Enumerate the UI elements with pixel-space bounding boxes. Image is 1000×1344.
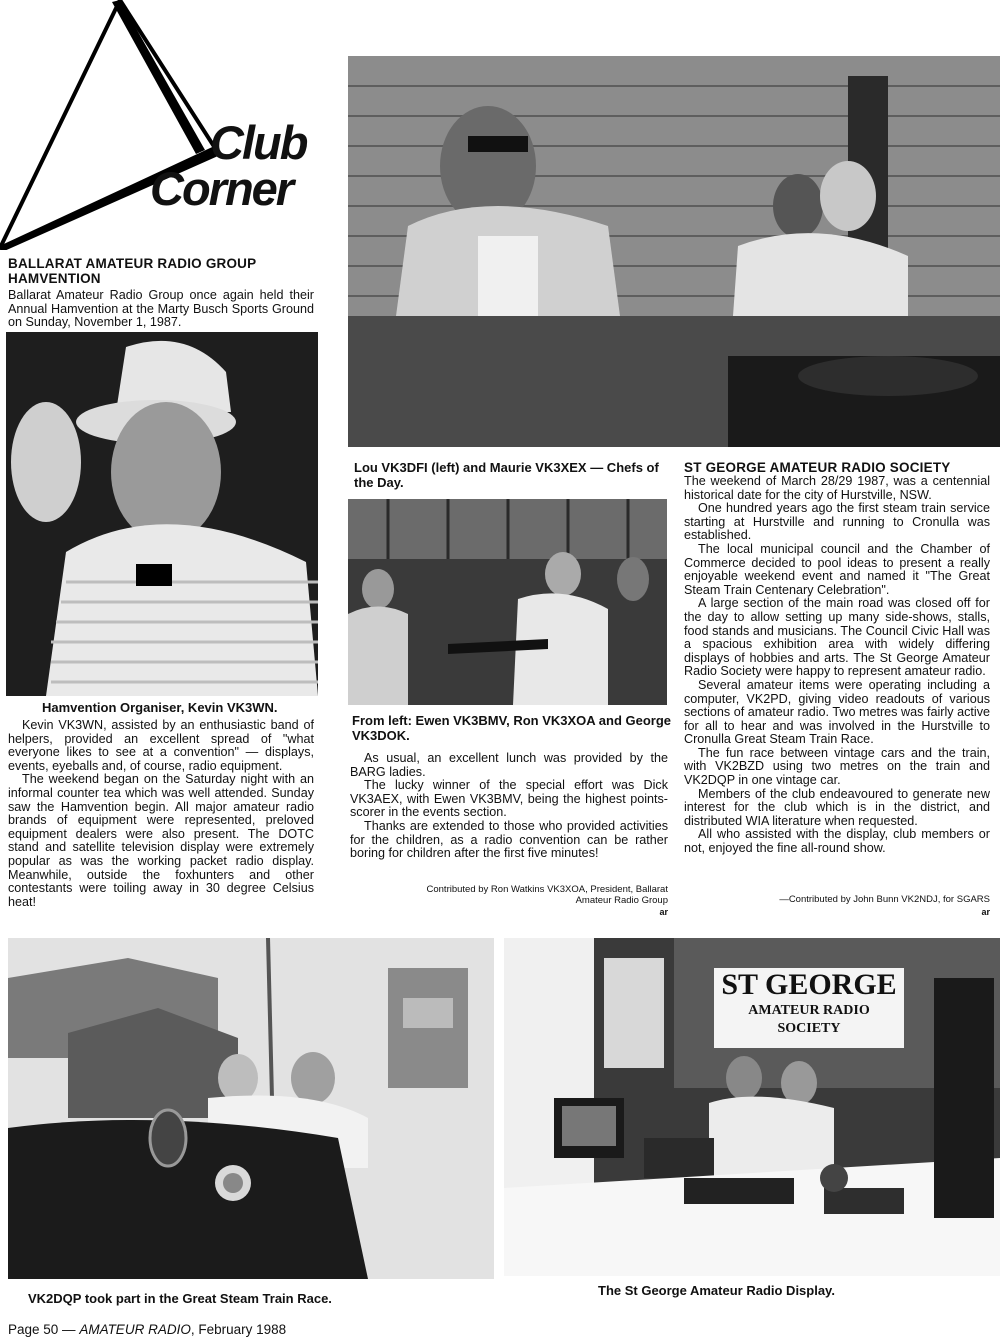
photo-chefs-of-the-day xyxy=(348,56,1000,447)
display-banner-line2: AMATEUR RADIO SOCIETY xyxy=(748,1003,870,1036)
title-line-corner: Corner xyxy=(150,162,293,215)
ballarat-headline xyxy=(8,256,318,286)
ballarat-headline-line2: HAMVENTION xyxy=(8,271,101,286)
ballarat-headline-line1: BALLARAT AMATEUR RADIO GROUP xyxy=(8,256,257,271)
caption-vintage-car: VK2DQP took part in the Great Steam Train Race. xyxy=(28,1291,332,1306)
caption-chefs-of-the-day: Lou VK3DFI (left) and Maurie VK3XEX — Chefs of the Day. xyxy=(354,460,659,490)
stgeorge-para2: One hundred years ago the first steam train service starting at Hurstville and running to Cronulla was established. xyxy=(684,501,990,543)
stgeorge-body xyxy=(684,475,990,856)
ballarat-para4: The lucky winner of the special effort was Dick VK3AEX, with Ewen VK3BMV, being the highest points-scorer in the events section. xyxy=(350,778,668,820)
stgeorge-para4: A large section of the main road was closed off for the day to allow setting up many side-shows, stalls, food stands and musicians. The Council Civic Hall was a spacious exhibition area with widely differing displays of hobbies and arts. The St George Amateur Radio Society were happy to represent amateur radio. xyxy=(684,596,990,679)
photo-vintage-car xyxy=(8,938,494,1279)
ballarat-intro xyxy=(8,289,314,330)
photo-lunch-group xyxy=(348,499,667,705)
ballarat-para2: The weekend began on the Saturday night with an informal counter tea which was well attended. Sunday saw the Hamvention begin. All major amateur radio brands of equipment were represented, preloved equipment dealers were also present. The DOTC stand and satellite television display were extremely popular as was the working packet radio display. Meanwhile, outside the foxhunters and other contestants were toiling away in 30 degree Celsius heat! xyxy=(8,772,314,909)
display-banner xyxy=(716,968,902,1038)
caption-lunch-group: From left: Ewen VK3BMV, Ron VK3XOA and George VK3DOK. xyxy=(352,713,672,743)
stgeorge-headline: ST GEORGE AMATEUR RADIO SOCIETY xyxy=(684,460,951,475)
footer-page-number: Page 50 — xyxy=(8,1322,76,1337)
ballarat-intro-text: Ballarat Amateur Radio Group once again held their Annual Hamvention at the Marty Busch Sports Ground on Sunday, November 1, 1987. xyxy=(8,288,314,330)
ballarat-credit xyxy=(350,884,668,906)
stgeorge-credit: —Contributed by John Bunn VK2NDJ, for SGARS xyxy=(779,894,990,905)
stgeorge-para5: Several amateur items were operating including a computer, VK2PD, giving video readouts of various sections of amateur radio. Two metres was fairly active for all to hear and was involved in the Hurstville to Cronulla Great Steam Train Race. xyxy=(684,677,990,747)
caption-radio-display: The St George Amateur Radio Display. xyxy=(598,1283,835,1298)
ballarat-para5: Thanks are extended to those who provided activities for the children, as a radio convention can be rather boring for children after the first five minutes! xyxy=(350,818,668,861)
section-title xyxy=(150,116,330,215)
ballarat-para1: Kevin VK3WN, assisted by an enthusiastic band of helpers, provided an excellent spread of "what everyone likes to see at a convention" — displays, events, eyeballs and, of course, radio equipment. xyxy=(8,718,314,773)
display-banner-line1: ST GEORGE xyxy=(721,968,897,1001)
page-footer xyxy=(8,1322,508,1338)
ballarat-body-column1 xyxy=(8,719,314,909)
title-line-club: Club xyxy=(210,116,307,169)
stgeorge-para1: The weekend of March 28/29 1987, was a centennial historical date for the city of Hurstville, NSW. xyxy=(684,474,990,502)
footer-magazine-name: AMATEUR RADIO xyxy=(79,1322,191,1337)
ballarat-body-column2 xyxy=(350,752,668,861)
ballarat-para3: As usual, an excellent lunch was provided by the BARG ladies. xyxy=(350,751,668,779)
stgeorge-para3: The local municipal council and the Chamber of Commerce decided to pool ideas to present a really enjoyable weekend event and named it "The Great Steam Train Centenary Celebration". xyxy=(684,541,990,597)
stgeorge-para7: Members of the club endeavoured to generate new interest for the club which is in the district, and distributed WIA literature when requested. xyxy=(684,786,990,828)
ballarat-end-mark: ar xyxy=(659,907,668,917)
stgeorge-end-mark: ar xyxy=(981,907,990,917)
stgeorge-para8: All who assisted with the display, club members or not, enjoyed the fine all-round show. xyxy=(684,827,990,856)
photo-radio-display xyxy=(504,938,1000,1276)
photo-hamvention-organiser xyxy=(6,332,318,696)
ballarat-credit-line2: Amateur Radio Group xyxy=(575,895,668,906)
footer-issue-date: , February 1988 xyxy=(190,1322,287,1337)
ballarat-credit-line1: Contributed by Ron Watkins VK3XOA, President, Ballarat xyxy=(426,884,668,895)
caption-hamvention-organiser: Hamvention Organiser, Kevin VK3WN. xyxy=(42,700,278,715)
stgeorge-para6: The fun race between vintage cars and the train, with VK2BZD using two metres on the train and VK2DQP in one vintage car. xyxy=(684,745,990,788)
